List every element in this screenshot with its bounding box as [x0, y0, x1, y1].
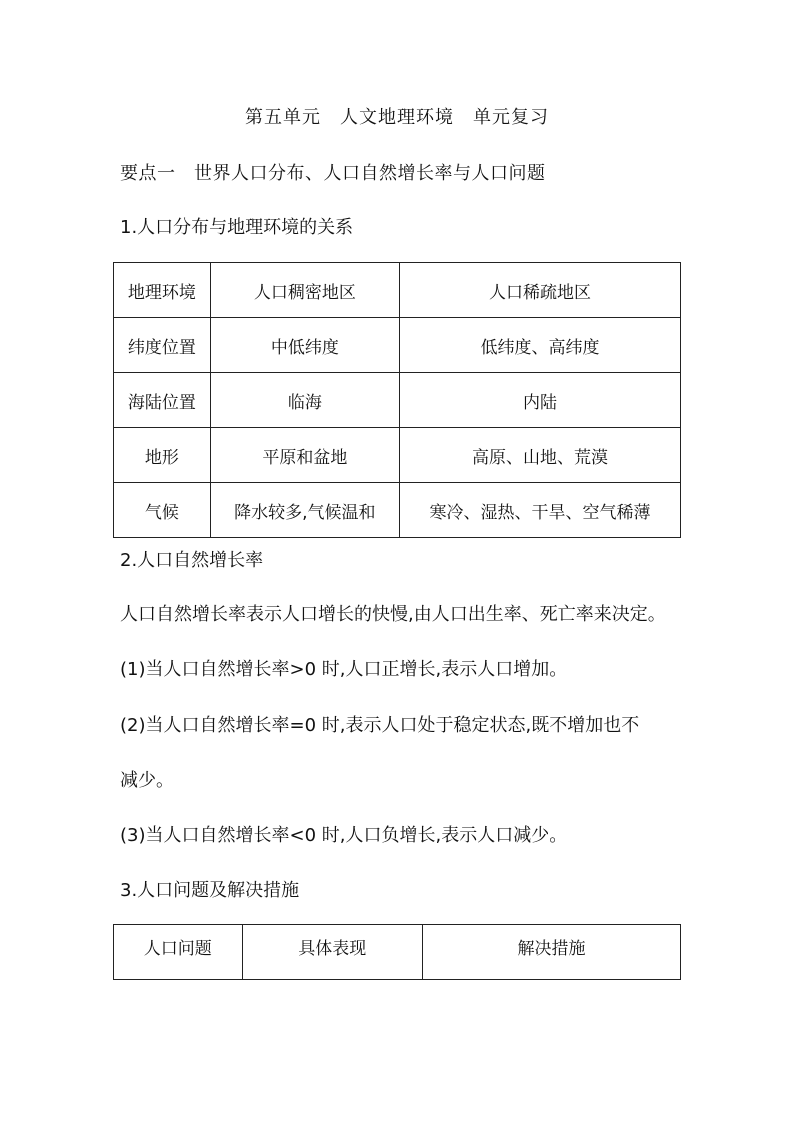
table-header-cell: 解决措施: [422, 925, 680, 980]
population-problems-table: [113, 924, 681, 980]
table-cell: 地理环境: [114, 263, 211, 318]
table-row: [114, 318, 681, 373]
section-3-heading: 3.人口问题及解决措施: [120, 880, 300, 901]
table-header-cell: 人口问题: [114, 925, 243, 980]
table-row: [114, 373, 681, 428]
table-cell: 人口稠密地区: [210, 263, 399, 318]
table-cell: 内陆: [399, 373, 680, 428]
key-point-heading: 要点一 世界人口分布、人口自然增长率与人口问题: [120, 163, 546, 184]
list-item: (2)当人口自然增长率=0 时,表示人口处于稳定状态,既不增加也不: [120, 715, 640, 736]
table-cell: 降水较多,气候温和: [210, 483, 399, 538]
list-item: (3)当人口自然增长率<0 时,人口负增长,表示人口减少。: [120, 825, 568, 846]
table-row: [114, 483, 681, 538]
document-title: 第五单元 人文地理环境 单元复习: [245, 107, 549, 128]
table-cell: 高原、山地、荒漠: [399, 428, 680, 483]
list-item-continued: 减少。: [120, 770, 174, 791]
table-cell: 平原和盆地: [210, 428, 399, 483]
table-cell: 气候: [114, 483, 211, 538]
table-header-row: [114, 925, 681, 980]
section-1-heading: 1.人口分布与地理环境的关系: [120, 217, 354, 238]
section-2-heading: 2.人口自然增长率: [120, 550, 264, 571]
table-cell: 人口稀疏地区: [399, 263, 680, 318]
table-cell: 中低纬度: [210, 318, 399, 373]
table-row: [114, 428, 681, 483]
population-distribution-table: [113, 262, 681, 538]
list-item: (1)当人口自然增长率>0 时,人口正增长,表示人口增加。: [120, 659, 568, 680]
paragraph: 人口自然增长率表示人口增长的快慢,由人口出生率、死亡率来决定。: [120, 604, 666, 625]
table-row: [114, 263, 681, 318]
table-cell: 临海: [210, 373, 399, 428]
table-cell: 纬度位置: [114, 318, 211, 373]
table-cell: 低纬度、高纬度: [399, 318, 680, 373]
table-cell: 寒冷、湿热、干旱、空气稀薄: [399, 483, 680, 538]
table-header-cell: 具体表现: [242, 925, 422, 980]
table-cell: 地形: [114, 428, 211, 483]
table-cell: 海陆位置: [114, 373, 211, 428]
